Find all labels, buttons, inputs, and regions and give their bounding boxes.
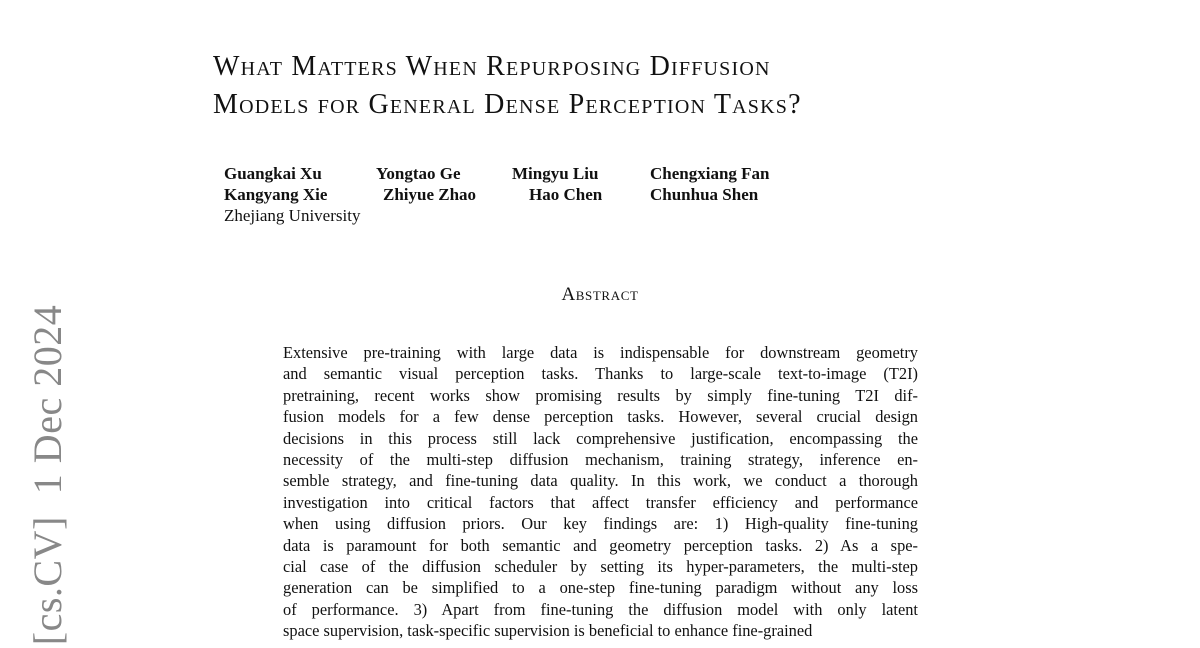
- abstract-body: [283, 342, 918, 642]
- abstract-line: investigation into critical factors that affect transfer efficiency and performance: [283, 492, 918, 512]
- author-name: Mingyu Liu: [512, 164, 599, 183]
- author-row: [224, 163, 770, 184]
- abstract-heading: Abstract: [561, 284, 639, 305]
- abstract-line: necessity of the multi-step diffusion mechanism, training strategy, inference en-: [283, 450, 918, 470]
- author-name: Chunhua Shen: [650, 185, 759, 204]
- arxiv-date: 1 Dec 2024: [25, 304, 70, 495]
- abstract-line: generation can be simplified to a one-step fine-tuning paradigm without any loss: [283, 578, 918, 598]
- abstract-line: of performance. 3) Apart from fine-tuning the diffusion model with only latent: [283, 599, 918, 619]
- author-name: Hao Chen: [529, 185, 603, 204]
- abstract-line: pretraining, recent works show promising results by simply fine-tuning T2I dif-: [283, 385, 918, 405]
- author-name: Kangyang Xie: [224, 185, 328, 204]
- abstract-line: and semantic visual perception tasks. Thanks to large-scale text-to-image (T2I): [283, 364, 918, 384]
- abstract-line: space supervision, task-specific supervision is beneficial to enhance fine-grained: [283, 621, 813, 641]
- abstract-line: Extensive pre-training with large data is indispensable for downstream geometry: [283, 343, 918, 362]
- abstract-line: decisions in this process still lack comprehensive justification, encompassing the: [283, 428, 918, 448]
- abstract-line: semble strategy, and fine-tuning data quality. In this work, we conduct a thorough: [283, 471, 918, 491]
- arxiv-stamp: [25, 304, 70, 646]
- abstract-line: when using diffusion priors. Our key findings are: 1) High-quality fine-tuning: [283, 514, 918, 534]
- author-name: Zhiyue Zhao: [383, 185, 477, 204]
- abstract-line: fusion models for a few dense perception tasks. However, several crucial design: [283, 407, 918, 427]
- author-name: Guangkai Xu: [224, 164, 322, 183]
- abstract-line: data is paramount for both semantic and geometry perception tasks. 2) As a spe-: [283, 535, 918, 555]
- author-block: [224, 163, 770, 226]
- abstract-line: cial case of the diffusion scheduler by setting its hyper-parameters, the multi-step: [283, 557, 918, 577]
- author-name: Yongtao Ge: [376, 164, 461, 183]
- affiliation: Zhejiang University: [224, 206, 361, 225]
- paper-title: [213, 48, 1073, 124]
- arxiv-category: [cs.CV]: [25, 516, 70, 646]
- author-name: Chengxiang Fan: [650, 164, 770, 183]
- title-line: Models for General Dense Perception Tasks?: [213, 89, 802, 120]
- author-row: [224, 184, 770, 205]
- title-line: What Matters When Repurposing Diffusion: [213, 51, 771, 82]
